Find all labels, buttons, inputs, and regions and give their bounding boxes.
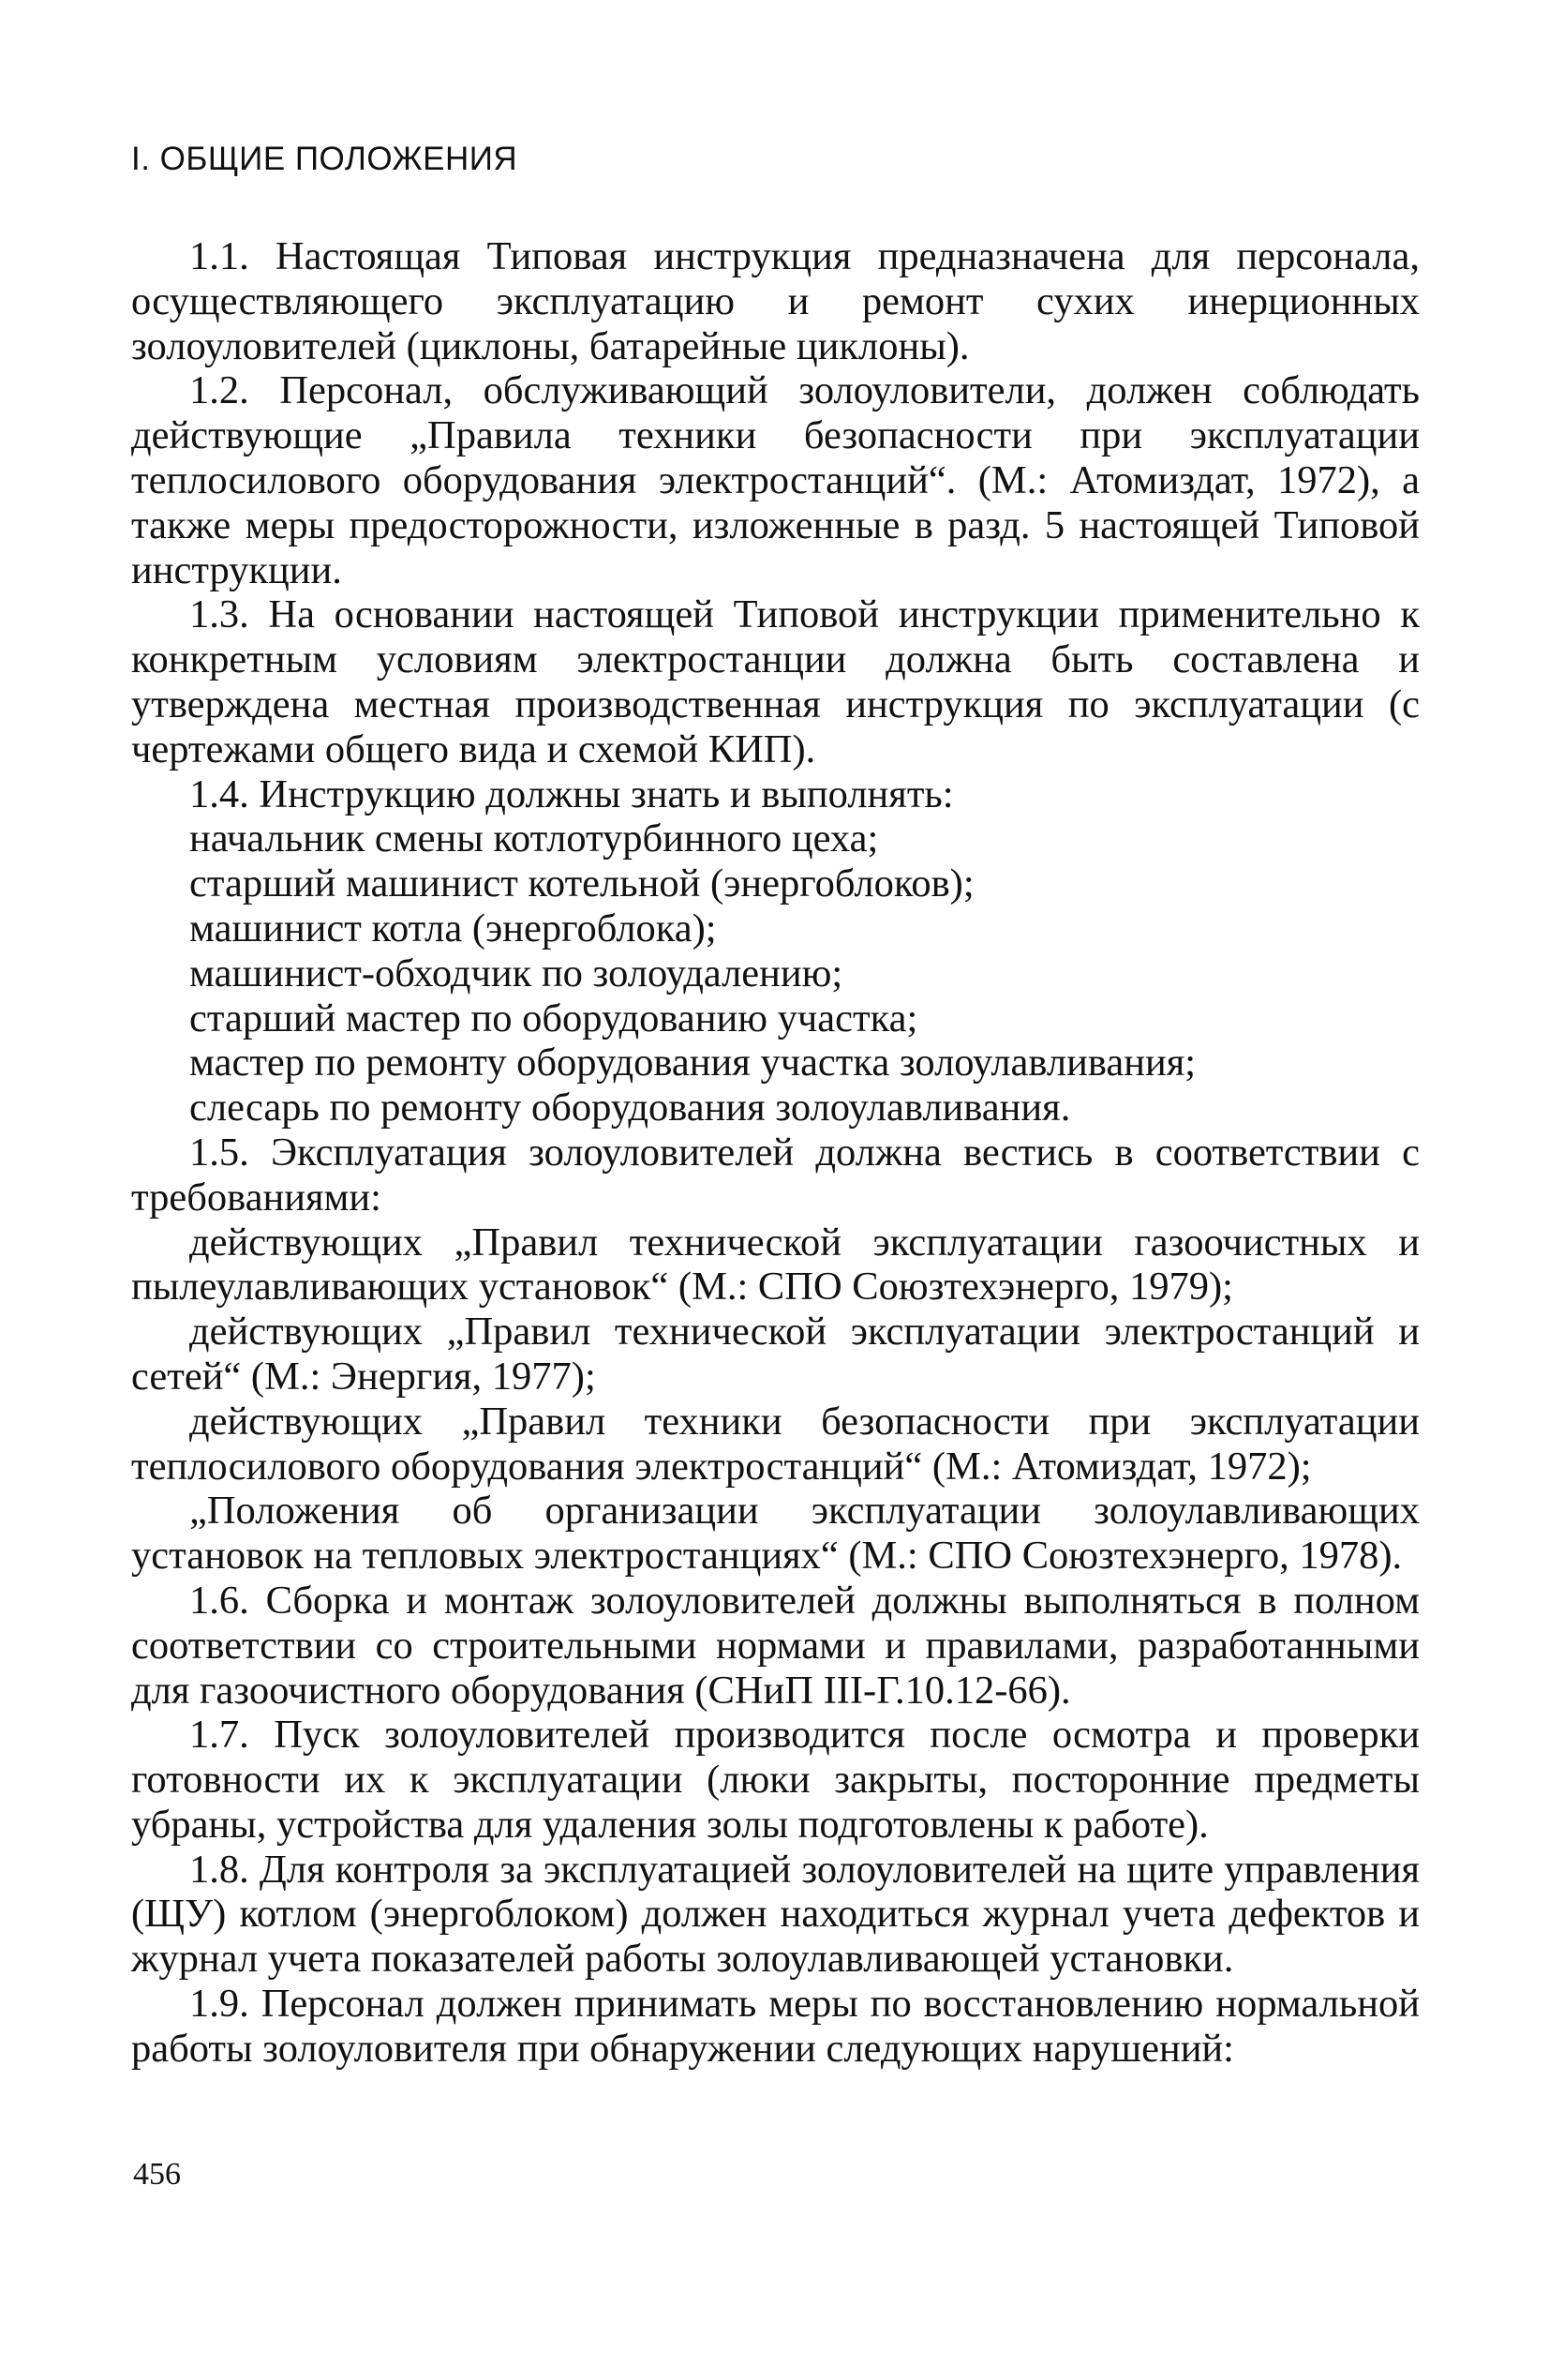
list-item: старший машинист котельной (энергоблоков); <box>189 861 975 906</box>
list-item: старший мастер по оборудованию участка; <box>189 995 918 1040</box>
list-item: машинист котла (энергоблока); <box>189 906 717 951</box>
document-page <box>131 141 1420 2072</box>
requirements-list <box>131 1220 1420 1579</box>
paragraph-1-6: 1.6. Сборка и монтаж золоуловителей должны выполняться в полном соответствии со строительными нормами и правилами, разработанными для газоочистного оборудования (СНиП III-Г.10.12-66). <box>131 1578 1420 1713</box>
paragraph-1-1: 1.1. Настоящая Типовая инструкция предназначена для персонала, осуществляющего эксплуатацию и ремонт сухих инерционных золоуловителей (циклоны, батарейные циклоны). <box>131 234 1420 368</box>
list-item: действующих „Правил технической эксплуатации электростанций и сетей“ (М.: Энергия, 1977); <box>131 1310 1420 1399</box>
paragraph-1-9: 1.9. Персонал должен принимать меры по восстановлению нормальной работы золоуловителя при обнаружении следующих нарушений: <box>131 1982 1420 2071</box>
paragraph-1-5: 1.5. Эксплуатация золоуловителей должна вестись в соответствии с требованиями: <box>131 1130 1420 1220</box>
list-item: действующих „Правил техники безопасности при эксплуатации теплосилового оборудования электростанций“ (М.: Атомиздат, 1972); <box>131 1399 1420 1489</box>
paragraph-1-8: 1.8. Для контроля за эксплуатацией золоуловителей на щите управления (ЩУ) котлом (энергоблоком) должен находиться журнал учета дефектов и журнал учета показателей работы золоулавливающей установки. <box>131 1847 1420 1982</box>
page-number: 456 <box>133 2157 181 2192</box>
paragraph-1-2: 1.2. Персонал, обслуживающий золоуловители, должен соблюдать действующие „Правила техники безопасности при эксплуатации теплосилового оборудования электростанций“. (М.: Атомиздат, 1972), а также меры предосторожности, изложенные в разд. 5 настоящей Типовой инструкции. <box>131 368 1420 592</box>
paragraph-1-3: 1.3. На основании настоящей Типовой инструкции применительно к конкретным условиям электростанции должна быть составлена и утверждена местная производственная инструкция по эксплуатации (с чертежами общего вида и схемой КИП). <box>131 592 1420 771</box>
list-item: мастер по ремонту оборудования участка золоулавливания; <box>189 1040 1197 1085</box>
list-item: начальник смены котлотурбинного цеха; <box>189 816 879 861</box>
list-item: машинист-обходчик по золоудалению; <box>189 951 843 995</box>
section-title: I. ОБЩИЕ ПОЛОЖЕНИЯ <box>131 141 518 177</box>
list-item: действующих „Правил технической эксплуатации газоочистных и пылеулавливающих установок“ (М.: СПО Союзтехэнерго, 1979); <box>131 1220 1420 1310</box>
list-item: слесарь по ремонту оборудования золоулавливания. <box>189 1085 1071 1130</box>
personnel-list <box>131 816 1420 1130</box>
paragraph-1-7: 1.7. Пуск золоуловителей производится после осмотра и проверки готовности их к эксплуатации (люки закрыты, посторонние предметы убраны, устройства для удаления золы подготовлены к работе). <box>131 1713 1420 1847</box>
list-item: „Положения об организации эксплуатации золоулавливающих установок на тепловых электростанциях“ (М.: СПО Союзтехэнерго, 1978). <box>131 1489 1420 1579</box>
paragraph-1-4: 1.4. Инструкцию должны знать и выполнять: <box>189 771 954 816</box>
